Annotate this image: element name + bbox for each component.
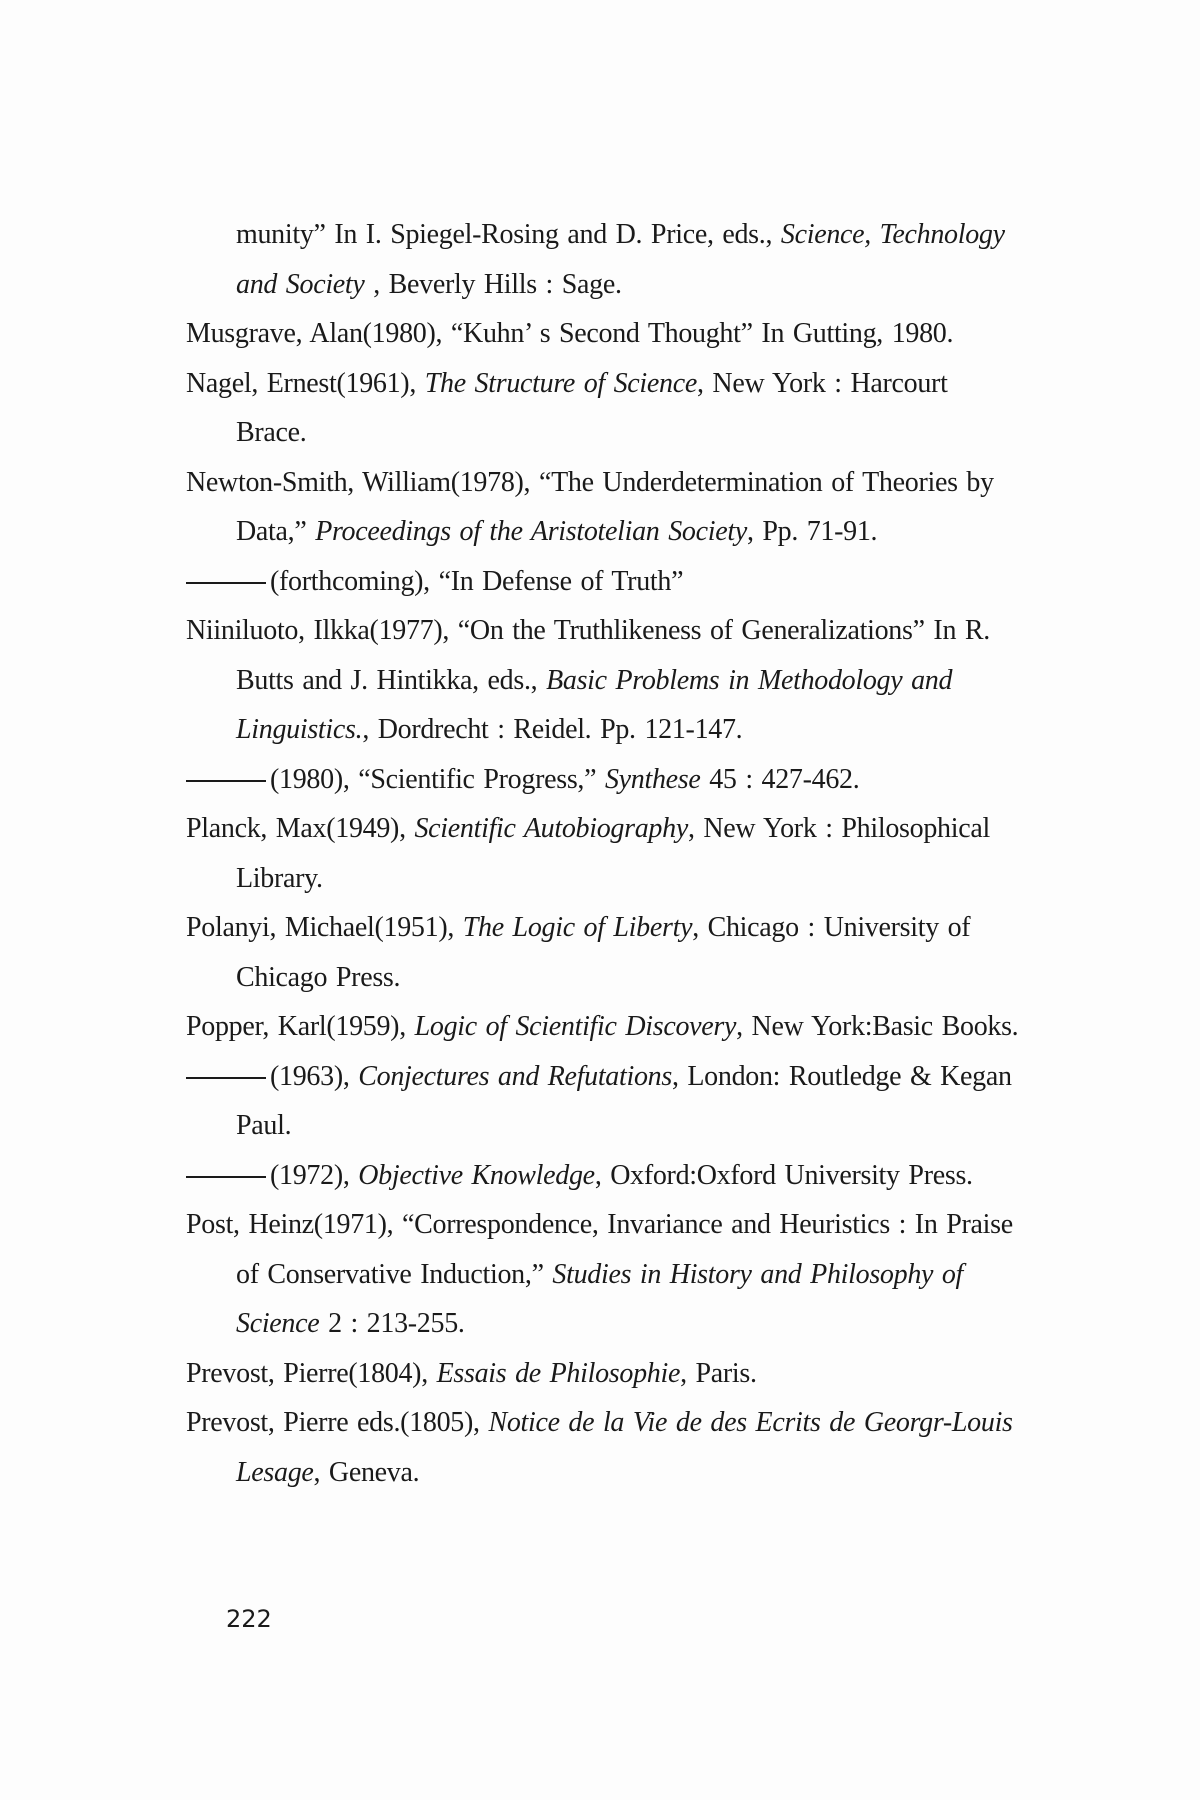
reference-text: munity” In I. Spiegel-Rosing and D. Price, eds., xyxy=(236,219,781,250)
reference-entry xyxy=(186,1349,1026,1399)
reference-title: Conjectures and Refutations xyxy=(358,1060,672,1092)
reference-text: 2 : 213-255. xyxy=(319,1308,465,1339)
reference-text: Prevost, Pierre(1804), xyxy=(186,1357,437,1389)
reference-entry xyxy=(186,903,1026,1002)
reference-text: 45 : 427-462. xyxy=(700,763,860,795)
reference-text: Musgrave, Alan(1980), “Kuhn’ s Second Thought” In Gutting, 1980. xyxy=(186,318,954,349)
reference-text: , Beverly Hills : Sage. xyxy=(364,268,622,300)
reference-title: Notice de la Vie de des Ecrits de Georgr-Louis Lesage xyxy=(236,1407,1013,1488)
reference-entry xyxy=(186,1200,1026,1349)
ditto-dash xyxy=(186,780,266,782)
reference-text: , Oxford:Oxford University Press. xyxy=(594,1159,973,1191)
reference-text: , Geneva. xyxy=(313,1456,420,1488)
reference-entry xyxy=(186,309,1026,359)
ditto-dash xyxy=(186,582,266,584)
reference-title: Science, Technology and Society xyxy=(236,219,1005,300)
reference-text: (1980), “Scientific Progress,” xyxy=(270,763,605,795)
reference-text: Niiniluoto, Ilkka(1977), “On the Truthlikeness of Generalizations” In R. Butts and J. Hintikka, eds., xyxy=(186,615,990,696)
reference-title: Synthese xyxy=(604,763,701,795)
reference-entry xyxy=(186,606,1026,755)
reference-entry xyxy=(186,804,1026,903)
reference-entry xyxy=(186,1398,1026,1497)
reference-text: Planck, Max(1949), xyxy=(186,813,415,844)
reference-entry xyxy=(186,1052,1026,1151)
page-number: 222 xyxy=(226,1605,272,1633)
reference-list xyxy=(186,210,1026,1497)
reference-text: Nagel, Ernest(1961), xyxy=(186,367,425,399)
reference-title: Scientific Autobiography xyxy=(414,813,688,844)
reference-text: (1972), xyxy=(270,1159,359,1191)
reference-entry xyxy=(186,359,1026,458)
reference-title: Proceedings of the Aristotelian Society xyxy=(315,516,747,547)
reference-entry xyxy=(186,1002,1026,1052)
reference-text: , New York : Philosophical Library. xyxy=(236,813,990,894)
reference-entry xyxy=(186,210,1026,309)
reference-text: , Pp. 71-91. xyxy=(746,516,878,547)
reference-entry xyxy=(186,1151,1026,1201)
reference-text: , Dordrecht : Reidel. Pp. 121-147. xyxy=(362,714,743,745)
reference-entry xyxy=(186,458,1026,557)
reference-text: , London: Routledge & Kegan Paul. xyxy=(236,1060,1012,1141)
reference-title: Logic of Scientific Discovery xyxy=(414,1011,737,1042)
reference-text: , Paris. xyxy=(680,1357,757,1389)
reference-text: , New York:Basic Books. xyxy=(736,1011,1019,1042)
reference-text: Polanyi, Michael(1951), xyxy=(186,912,463,943)
reference-text: Newton-Smith, William(1978), “The Underdetermination of Theories by Data,” xyxy=(186,466,994,547)
reference-title: Studies in History and Philosophy of Science xyxy=(236,1258,964,1339)
reference-text: Post, Heinz(1971), “Correspondence, Invariance and Heuristics : In Praise of Conservative Induction,” xyxy=(186,1209,1013,1290)
reference-text: Popper, Karl(1959), xyxy=(186,1011,415,1042)
reference-title: Essais de Philosophie xyxy=(436,1357,681,1389)
ditto-dash xyxy=(186,1176,266,1178)
reference-title: The Structure of Science xyxy=(424,367,697,399)
reference-text: Prevost, Pierre eds.(1805), xyxy=(186,1407,489,1438)
reference-title: Objective Knowledge xyxy=(358,1159,595,1191)
reference-text: (1963), xyxy=(270,1060,359,1092)
reference-text: , Chicago : University of Chicago Press. xyxy=(236,912,971,993)
reference-title: The Logic of Liberty xyxy=(462,912,693,943)
reference-entry xyxy=(186,755,1026,805)
ditto-dash xyxy=(186,1077,266,1079)
reference-title: Basic Problems in Methodology and Linguistics. xyxy=(236,664,953,745)
reference-text: (forthcoming), “In Defense of Truth” xyxy=(270,565,684,597)
reference-entry xyxy=(186,557,1026,607)
reference-text: , New York : Harcourt Brace. xyxy=(236,367,948,448)
